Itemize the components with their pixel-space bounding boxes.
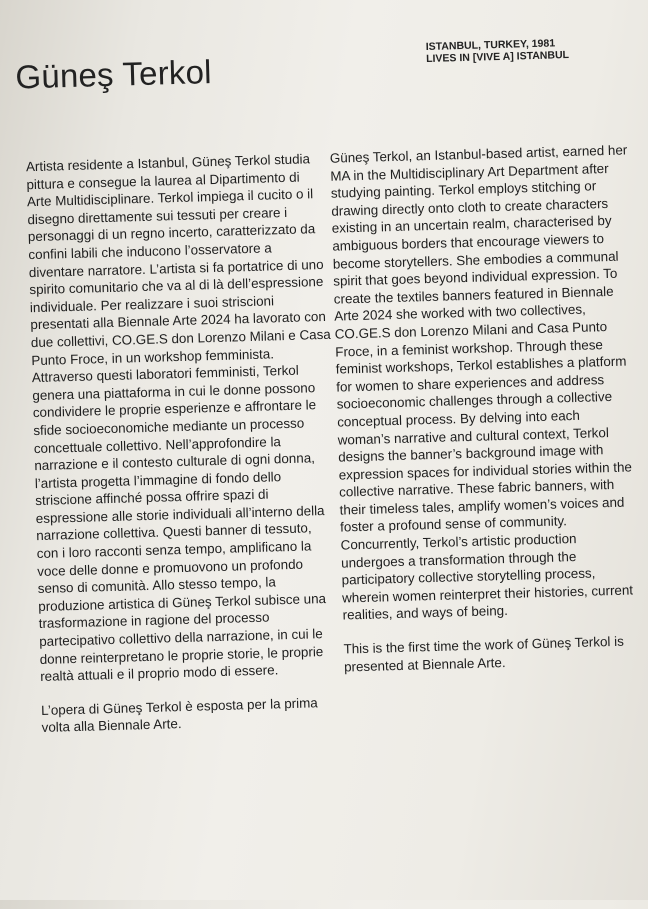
origin-line: ISTANBUL, TURKEY, 1981 <box>425 37 556 53</box>
english-paragraph-2: This is the first time the work of Güneş Terkol is presented at Biennale Arte. <box>343 633 624 675</box>
italian-column <box>26 150 342 753</box>
italian-paragraph-1: Artista residente a Istanbul, Güneş Terkol studia pittura e consegue la laurea al Dipartimento di Arte Multidisciplinare. Terkol impiega il cucito o il disegno direttamente sui tessuti per creare i personaggi di un regno incerto, caratterizzato da confini labili che inducono l’osservatore a diventare narratore. L’artista si fa portatrice di uno spirito comunitario che va al di là dell’espressione individuale. Per realizzare i suoi striscioni presentati alla Biennale Arte 2024 ha lavorato con due collettivi, CO.GE.S don Lorenzo Milani e Casa Punto Froce, in un workshop femminista. Attraverso questi laboratori femministi, Terkol genera una piattaforma in cui le donne possono condividere le proprie esperienze e affrontare le sfide socioeconomiche mediante un processo concettuale collettivo. Nell’approfondire la narrazione e il contesto culturale di ogni donna, l’artista progetta l’immagine di fondo dello striscione affinché possa offrire spazi di espressione alle storie individuali all’interno della narrazione collettiva. Questi banner di tessuto, con i loro racconti senza tempo, amplificano la voce delle donne e promuovono un profondo senso di comunità. Allo stesso tempo, la produzione artistica di Güneş Terkol subisce una trasformazione in ragione del processo partecipativo collettivo della narrazione, in cui le donne reinterpretano le proprie storie, le proprie realtà attuali e il proprio modo di essere. <box>25 151 331 685</box>
italian-paragraph-2: L’opera di Güneş Terkol è esposta per la prima volta alla Biennale Arte. <box>40 695 318 736</box>
english-column <box>330 141 643 691</box>
artist-meta <box>426 37 570 65</box>
english-paragraph-1: Güneş Terkol, an Istanbul-based artist, earned her MA in the Multidisciplinary Art Department after studying painting. Terkol employs stitching or drawing directly onto cloth to create characters existing in an uncertain realm, characterised by ambiguous borders that encourage viewers to become storytellers. She embodies a communal spirit that goes beyond individual expression. To create the textiles banners featured in Biennale Arte 2024 she worked with two collectives, CO.GE.S don Lorenzo Milani and Casa Punto Froce, in a feminist workshop. Through these feminist workshops, Terkol establishes a platform for women to share experiences and address socioeconomic challenges through a collective conceptual process. By delving into each woman’s narrative and cultural context, Terkol designs the banner’s background image with expression spaces for individual stories within the collective narrative. These fabric banners, with their timeless tales, amplify women’s voices and foster a profound sense of community. Concurrently, Terkol’s artistic production undergoes a transformation through the participatory collective storytelling process, wherein women reinterpret their histories, current realities, and ways of being. <box>329 142 634 623</box>
artist-name: Güneş Terkol <box>14 52 213 96</box>
residence-line: LIVES IN [VIVE A] ISTANBUL <box>425 49 570 65</box>
